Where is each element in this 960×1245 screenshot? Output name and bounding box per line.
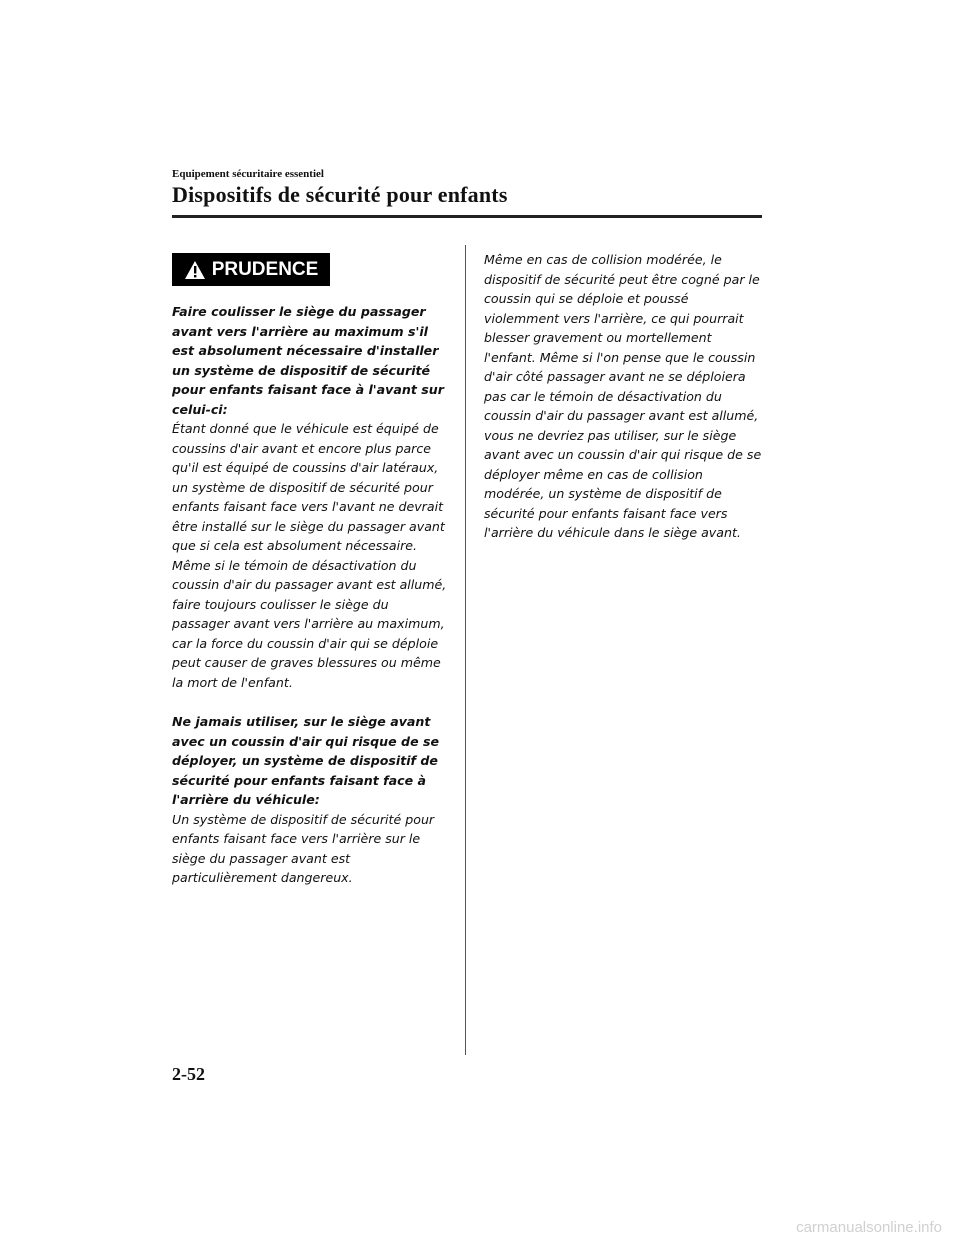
warning-body-rear-facing: Un système de dispositif de sécurité pour enfants faisant face vers l'arrière sur le siège du passager avant est particulièrement dangereux. bbox=[172, 811, 435, 885]
page-title: Dispositifs de sécurité pour enfants bbox=[172, 182, 508, 207]
warning-triangle-icon bbox=[184, 260, 206, 280]
warning-body-continued: Même en cas de collision modérée, le dispositif de sécurité peut être cogné par le coussin qui se déploie et poussé violemment vers l'arrière, ce qui pourrait blesser gravement ou mortellement l'enfant. Même si l'on pense que le coussin d'air côté passager avant ne se déploiera pas car le témoin de désactivation du coussin d'air du passager avant est allumé, vous ne devriez pas utiliser, sur le siège avant avec un coussin d'air qui risque de se déployer même en cas de collision modérée, un système de dispositif de sécurité pour enfants faisant face vers l'arrière du véhicule dans le siège avant. bbox=[484, 252, 762, 540]
title-rule bbox=[172, 215, 762, 218]
column-divider bbox=[465, 245, 466, 1055]
warning-heading-rear-facing: Ne jamais utiliser, sur le siège avant avec un coussin d'air qui risque de se déployer, un système de dispositif de sécurité pour enfants faisant face à l'arrière du véhicule: bbox=[172, 714, 440, 807]
right-column bbox=[484, 250, 764, 543]
caution-label: PRUDENCE bbox=[211, 258, 319, 280]
section-header: Equipement sécuritaire essentiel bbox=[172, 168, 324, 180]
watermark: carmanualsonline.info bbox=[796, 1219, 942, 1236]
left-column bbox=[172, 302, 448, 888]
warning-heading-front-facing: Faire coulisser le siège du passager avant vers l'arrière au maximum s'il est absolument nécessaire d'installer un système de dispositif de sécurité pour enfants faisant face à l'avant sur celui-ci: bbox=[172, 304, 444, 417]
warning-body-front-facing: Étant donné que le véhicule est équipé de coussins d'air avant et encore plus parce qu'il est équipé de coussins d'air latéraux, un système de dispositif de sécurité pour enfants faisant face vers l'avant ne devrait être installé sur le siège du passager avant que si cela est absolument nécessaire. Même si le témoin de désactivation du coussin d'air du passager avant est allumé, faire toujours coulisser le siège du passager avant vers l'arrière au maximum, car la force du coussin d'air qui se déploie peut causer de graves blessures ou même la mort de l'enfant. bbox=[172, 421, 447, 690]
page-number: 2-52 bbox=[172, 1064, 205, 1084]
caution-badge bbox=[172, 253, 330, 286]
